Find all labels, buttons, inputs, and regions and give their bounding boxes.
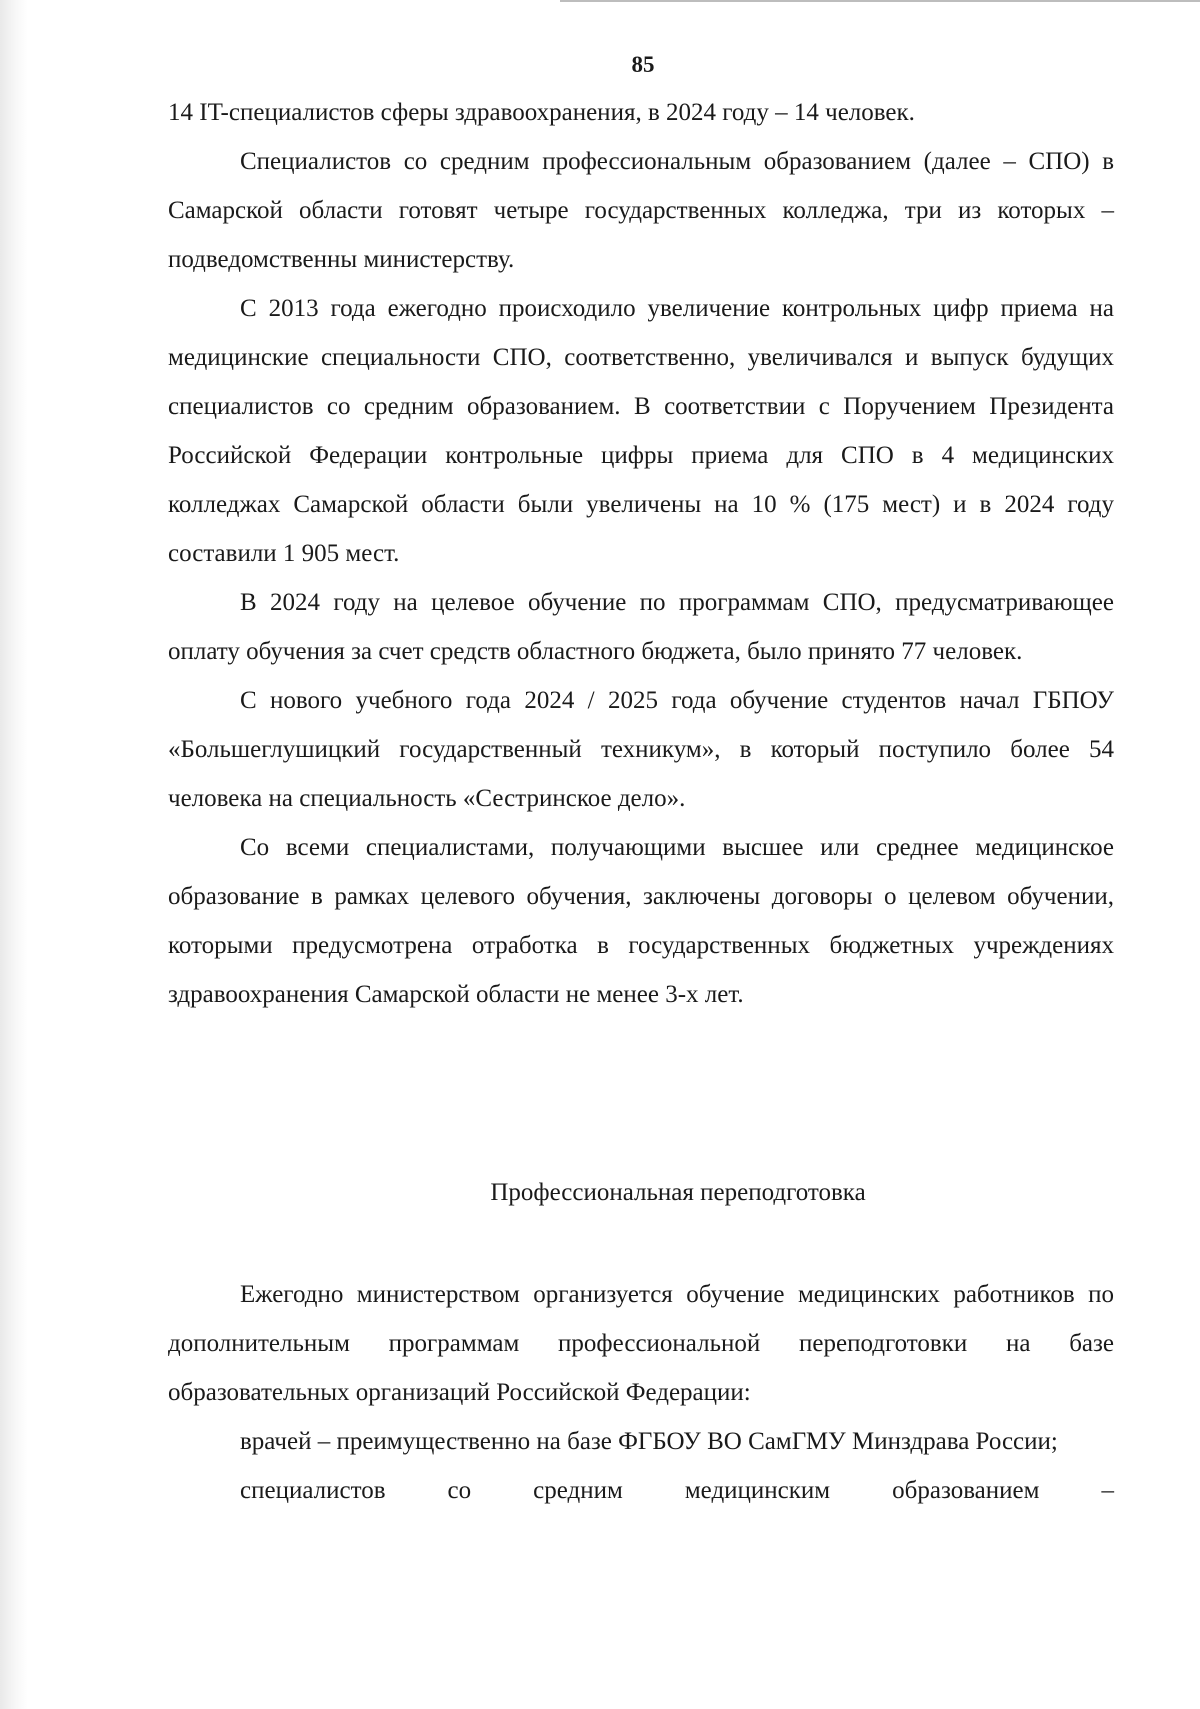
section-paragraph-2: врачей – преимущественно на базе ФГБОУ ВО СамГМУ Минздрава России;: [240, 1428, 1058, 1455]
paragraph-3: С 2013 года ежегодно происходило увеличение контрольных цифр приема на медицинские специальности СПО, соответственно, увеличивался и выпуск будущих специалистов со средним образованием. В соответствии с Поручением Президента Российской Федерации контрольные цифры приема для СПО в 4 медицинских колледжах Самарской области были увеличены на 10 % (175 мест) и в 2024 году составили 1 905 мест.: [168, 295, 1114, 567]
section-paragraph-1: Ежегодно министерством организуется обучение медицинских работников по дополнительным программам профессиональной переподготовки на базе образовательных организаций Российской Федерации:: [168, 1281, 1114, 1406]
section-heading: Профессиональная переподготовка: [490, 1179, 866, 1206]
scan-top-line: [560, 0, 1200, 2]
page-number: [0, 52, 1200, 78]
scan-left-edge: [0, 0, 28, 1709]
page-number-text: 85: [631, 52, 655, 77]
section-paragraph-3: специалистов со средним медицинским образованием –: [240, 1477, 1114, 1504]
paragraph-2: Специалистов со средним профессиональным образованием (далее – СПО) в Самарской области готовят четыре государственных колледжа, три из которых – подведомственны министерству.: [168, 148, 1114, 273]
paragraph-6: Со всеми специалистами, получающими высшее или среднее медицинское образование в рамках целевого обучения, заключены договоры о целевом обучении, которыми предусмотрена отработка в государственных бюджетных учреждениях здравоохранения Самарской области не менее 3-х лет.: [168, 834, 1114, 1008]
paragraph-5: С нового учебного года 2024 / 2025 года обучение студентов начал ГБПОУ «Большеглушицкий государственный техникум», в который поступило более 54 человека на специальность «Сестринское дело».: [168, 687, 1114, 812]
section-body-text: [168, 1270, 1114, 1515]
paragraph-4: В 2024 году на целевое обучение по программам СПО, предусматривающее оплату обучения за счет средств областного бюджета, было принято 77 человек.: [168, 589, 1114, 665]
body-text: [168, 88, 1114, 1019]
paragraph-1: 14 IT-специалистов сферы здравоохранения, в 2024 году – 14 человек.: [168, 99, 915, 126]
